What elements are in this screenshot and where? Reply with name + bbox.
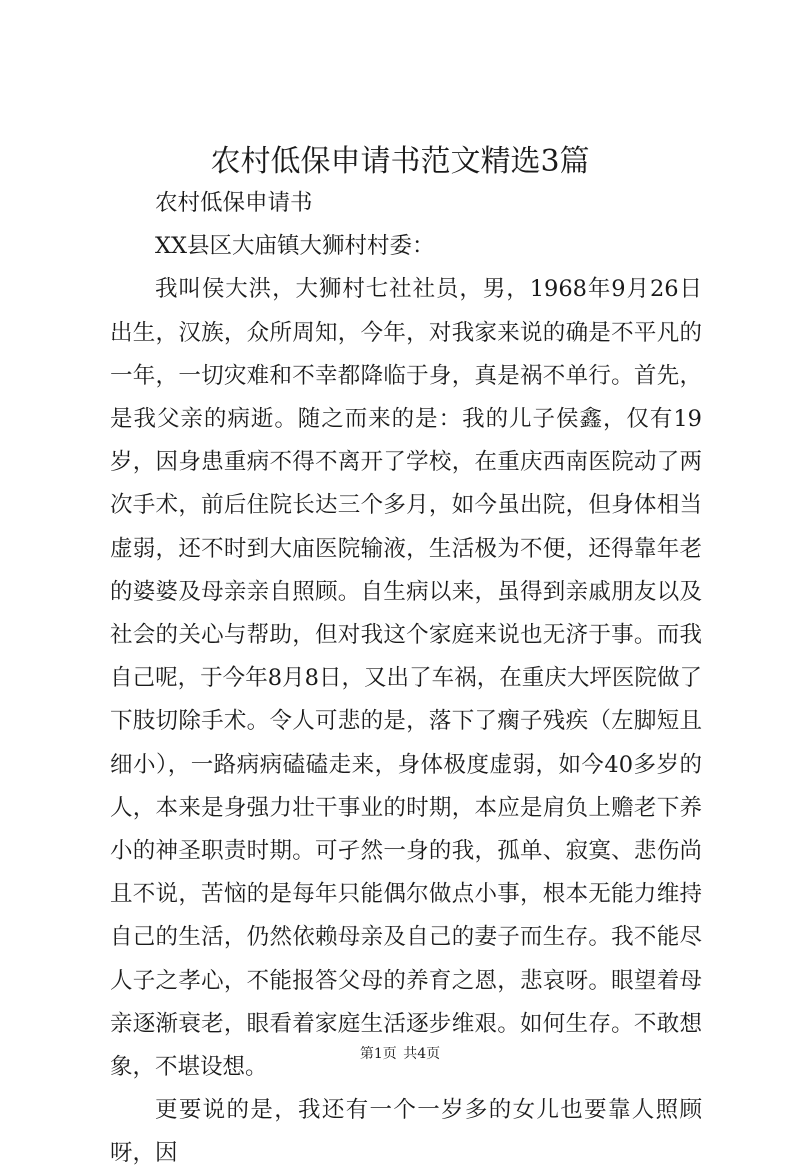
- paragraph-continuation: 更要说的是，我还有一个一岁多的女儿也要靠人照顾呀，因: [110, 1097, 702, 1167]
- paragraph-main: 我叫侯大洪，大狮村七社社员，男，1968年9月26日出生，汉族，众所周知，今年，对我家来说的确是不平凡的一年，一切灾难和不幸都降临于身，真是祸不单行。首先，是我父亲的病逝。随之而来的是：我的儿子侯鑫，仅有19岁，因身患重病不得不离开了学校，在重庆西南医院动了两次手术，前后住院长达三个多月，如今虽出院，但身体相当虚弱，还不时到大庙医院输液，生活极为不便，还得靠年老的婆婆及母亲亲自照顾。自生病以来，虽得到亲戚朋友以及社会的关心与帮助，但对我这个家庭来说也无济于事。而我自己呢，于今年8月8日，又出了车祸，在重庆大坪医院做了下肢切除手术。令人可悲的是，落下了瘸子残疾（左脚短且细小），一路病病磕磕走来，身体极度虚弱，如今40多岁的人，本来是身强力壮干事业的时期，本应是肩负上赡老下养小的神圣职责时期。可孑然一身的我，孤单、寂寞、悲伤尚且不说，苦恼的是每年只能偶尔做点小事，根本无能力维持自己的生活，仍然依赖母亲及自己的妻子而生存。我不能尽人子之孝心，不能报答父母的养育之恩，悲哀呀。眼望着母亲逐渐衰老，眼看着家庭生活逐步维艰。如何生存。不敢想象，不堪设想。: [110, 276, 702, 1081]
- page-footer: [0, 1044, 800, 1064]
- page-number: 第1页: [359, 1046, 397, 1062]
- document-title: 农村低保申请书范文精选3篇: [210, 144, 590, 179]
- document-body: [110, 182, 702, 1176]
- paragraph-salutation: XX县区大庙镇大狮村村委：: [155, 233, 435, 260]
- page-total: 共4页: [403, 1046, 441, 1062]
- paragraph-heading: 农村低保申请书: [155, 190, 313, 216]
